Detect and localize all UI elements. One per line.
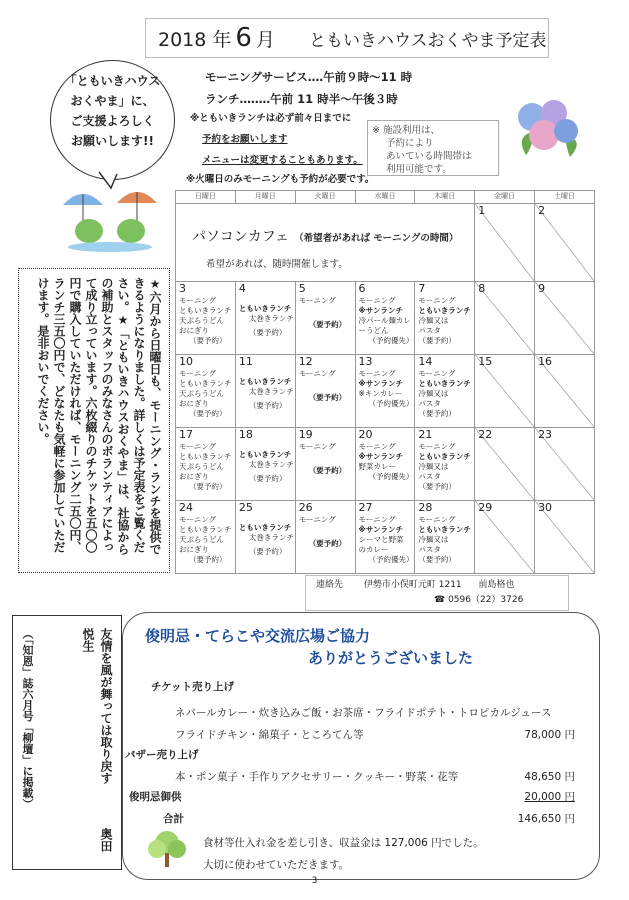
day-number: 19 (298, 428, 313, 441)
menu-line: パスタ (418, 472, 441, 481)
menu-line: ともいきランチ (418, 452, 471, 461)
menu-line: モーニング (418, 515, 456, 524)
title-year: 2018 年 (158, 28, 232, 51)
calendar-day (235, 282, 295, 355)
calendar-day (535, 204, 595, 282)
contact-phone: ☎ 0596（22）3726 (434, 595, 524, 605)
menu-line: おにぎり (179, 472, 209, 481)
lunch-hours: ランチ‥‥‥‥午前 11 時半～午後３時 (205, 92, 398, 106)
day-header: 火曜日 (295, 191, 355, 204)
menu-line: 冷麺又は (418, 389, 449, 398)
menu-line: おにぎり (179, 399, 209, 408)
day-number: 15 (478, 355, 493, 368)
day-number: 1 (478, 204, 486, 217)
day-number: 17 (179, 428, 193, 441)
menu-line: モーニング (358, 369, 396, 378)
day-number: 3 (179, 282, 186, 295)
day-number: 16 (538, 355, 553, 368)
menu-line: （要予約） (248, 474, 287, 483)
day-number: 5 (298, 282, 306, 295)
tuesday-note: ※火曜日のみモーニングも予約が必要です。 (186, 174, 375, 185)
menu-line: パスタ (418, 545, 441, 554)
day-number: 12 (298, 355, 313, 368)
total-label: 合計 (163, 813, 184, 825)
poem-box (12, 615, 122, 870)
menu-line: ※サンランチ (358, 452, 403, 461)
announcement-text: ★六月から日曜日も、モーニング・ランチを提供できるようになりました。詳しくは予定表をご覧ください。★「ともいきハウスおくやま」は、社協からの補助とスタッフのみなさんのボランティアによって成り立っています。六枚綴りのチケットを五〇〇円で購入していただければ、モーニング二五〇円、ランチ三五〇円で、どなたも気軽に参加していただけます。是非おいでください。 (36, 277, 162, 555)
menu-line: （要予約） (308, 466, 347, 475)
menu-line: ※サンランチ (358, 525, 403, 534)
menu-line: （予約優先） (368, 555, 414, 564)
day-number: 18 (238, 428, 253, 441)
tree-illustration (145, 829, 189, 869)
menu-line: モーニング (179, 369, 217, 378)
facility-l3: あいている時間帯は (386, 151, 472, 162)
bubble-l1: 「ともいきハウス (64, 74, 161, 88)
menu-line: ※サンランチ (358, 306, 403, 315)
day-number: 23 (538, 428, 553, 441)
menu-line: 冷麺又は (418, 535, 449, 544)
menu-line: （要予約） (308, 539, 347, 548)
day-number: 21 (418, 428, 433, 441)
calendar-day (475, 282, 535, 355)
day-number: 8 (478, 282, 486, 295)
announcement-box (18, 268, 170, 573)
pc-cafe-cell (176, 204, 475, 282)
facility-l1: ※ 施設利用は、 (372, 125, 440, 136)
menu-line: ーうどん (358, 326, 389, 335)
day-header: 木曜日 (415, 191, 475, 204)
menu-line: モーニング (179, 296, 217, 305)
menu-line: （要予約） (248, 547, 287, 556)
contact-address: 伊勢市小俣町元町 1211 (363, 580, 462, 590)
calendar-day (475, 501, 535, 574)
service-hours (205, 66, 412, 110)
bazaar-amount: 48,650 円 (524, 771, 575, 783)
menu-line: 野菜カレー (358, 462, 397, 471)
menu-line: ともいきランチ (418, 525, 471, 534)
calendar-day (176, 282, 236, 355)
menu-line: パスタ (418, 326, 441, 335)
menu-line: ともいきランチ (418, 306, 471, 315)
bubble-l4: お願いします!! (71, 134, 154, 148)
menu-line: ともいきランチ (238, 450, 292, 459)
menu-line: モーニング (298, 515, 336, 524)
menu-line: 冷麺又は (418, 462, 449, 471)
calendar-day (535, 282, 595, 355)
calendar-day (295, 501, 355, 574)
menu-line: 冷麺又は (418, 316, 449, 325)
facility-note (367, 120, 499, 176)
menu-line: モーニング (358, 515, 396, 524)
menu-line: モーニング (358, 296, 396, 305)
facility-l2: 予約により (386, 138, 434, 149)
menu-line: 太巻きランチ (248, 533, 294, 542)
day-number: 11 (238, 355, 253, 368)
menu-line: （要予約） (189, 482, 227, 491)
calendar-day (535, 355, 595, 428)
lunch-notes (190, 108, 363, 171)
menu-line: モーニング (179, 515, 217, 524)
calendar-day (176, 355, 236, 428)
total-amount: 146,650 円 (517, 813, 575, 825)
menu-line: おにぎり (179, 326, 209, 335)
page-number: 3 (311, 876, 318, 886)
menu-line: （要予約） (189, 555, 227, 564)
calendar-day (415, 428, 475, 501)
calendar-week-row (176, 501, 595, 574)
calendar-day (295, 428, 355, 501)
pc-cafe-note: 希望があれば、随時開催します。 (206, 259, 348, 270)
offering-label: 俊明忌御供 (129, 791, 182, 803)
closing2: 大切に使わせていただきます。 (203, 859, 350, 871)
calendar-day (535, 501, 595, 574)
menu-line: おにぎり (179, 545, 209, 554)
menu-line: （要予約） (418, 555, 456, 564)
menu-line: ※キンカレー (358, 389, 403, 398)
calendar-day (176, 501, 236, 574)
menu-line: モーニング (418, 296, 456, 305)
calendar-day (295, 282, 355, 355)
bubble-l2: おくやま」に、 (70, 94, 155, 108)
menu-line: （予約優先） (368, 336, 414, 345)
ticket-items2: フライドチキン・綿菓子・ところてん等 (175, 729, 364, 741)
hydrangea-illustration (508, 95, 588, 175)
menu-line: 太巻きランチ (248, 460, 294, 469)
title-month-unit: 月 (255, 28, 275, 51)
day-header: 月曜日 (235, 191, 295, 204)
menu-line: ともいきランチ (179, 306, 232, 315)
calendar-day (535, 428, 595, 501)
menu-line: 冷パール麺カレ (358, 316, 411, 325)
day-number: 10 (179, 355, 193, 368)
menu-line: 天ぷらうどん (179, 535, 224, 544)
menu-line: ともいきランチ (238, 523, 292, 532)
day-number: 24 (179, 501, 193, 514)
poem-author: 奥田悦生 (81, 628, 113, 853)
day-number: 30 (538, 501, 553, 514)
calendar-week-row (176, 355, 595, 428)
calendar-week-row (176, 204, 595, 282)
menu-line: モーニング (418, 442, 456, 451)
menu-line: （要予約） (418, 482, 456, 491)
menu-line: シーマと野菜 (358, 535, 404, 544)
pc-cafe-title: パソコンカフェ (192, 229, 290, 245)
thanks-box (122, 612, 600, 880)
day-header: 金曜日 (475, 191, 535, 204)
menu-line: のカレー (358, 545, 389, 554)
day-number: 28 (418, 501, 433, 514)
calendar-day (355, 501, 415, 574)
menu-line: モーニング (298, 296, 336, 305)
menu-line: （要予約） (418, 409, 456, 418)
contact-name: 前島格也 (478, 580, 515, 590)
note-line2: 予約をお願いします (202, 134, 288, 145)
menu-line: ともいきランチ (238, 377, 292, 386)
menu-line: パスタ (418, 399, 441, 408)
menu-line: ともいきランチ (179, 452, 232, 461)
day-header: 土曜日 (535, 191, 595, 204)
morning-hours: モーニングサービス‥‥午前９時～11 時 (205, 70, 413, 84)
day-number: 13 (358, 355, 373, 368)
menu-line: （要予約） (189, 336, 227, 345)
menu-line: （要予約） (308, 320, 347, 329)
calendar-day (475, 355, 535, 428)
bazaar-label: バザー売り上げ (125, 749, 199, 761)
calendar-day (295, 355, 355, 428)
bubble-l3: ご支援よろしく (70, 114, 155, 128)
menu-line: （要予約） (308, 393, 347, 402)
poem-line: 友情を風が舞っては取り戻す (99, 628, 113, 784)
day-number: 29 (478, 501, 493, 514)
menu-line: モーニング (298, 369, 336, 378)
menu-line: （要予約） (248, 401, 287, 410)
day-number: 2 (538, 204, 546, 217)
calendar-day (415, 355, 475, 428)
day-number: 9 (538, 282, 546, 295)
frogs-illustration (55, 185, 165, 255)
menu-line: ともいきランチ (179, 525, 232, 534)
bazaar-items: 本・ポン菓子・手作りアクセサリー・クッキー・野菜・花等 (175, 771, 459, 783)
calendar-day (415, 282, 475, 355)
calendar-day (235, 428, 295, 501)
contact-label: 連絡先 (316, 580, 344, 590)
calendar-day (355, 282, 415, 355)
calendar-day (235, 355, 295, 428)
menu-line: 太巻きランチ (248, 314, 294, 323)
contact-box (305, 575, 569, 611)
day-number: 25 (238, 501, 253, 514)
menu-line: （予約優先） (368, 399, 414, 408)
menu-line: ともいきランチ (418, 379, 471, 388)
calendar-day (176, 428, 236, 501)
speech-bubble (50, 60, 175, 180)
calendar-day (415, 501, 475, 574)
menu-line: （予約優先） (368, 472, 414, 481)
calendar-week-row (176, 428, 595, 501)
ticket-label: チケット売り上げ (151, 681, 235, 693)
poem-text (79, 628, 115, 863)
menu-line: ともいきランチ (179, 379, 232, 388)
calendar-day (475, 428, 535, 501)
poem-source: （「知恩」誌六月号「柳壇」に掲載） (21, 628, 34, 810)
menu-line: モーニング (418, 369, 456, 378)
day-number: 14 (418, 355, 433, 368)
ticket-amount: 78,000 円 (524, 729, 575, 741)
calendar (175, 190, 595, 574)
day-header: 日曜日 (176, 191, 236, 204)
page-title (145, 18, 549, 58)
menu-line: （要予約） (248, 328, 287, 337)
menu-line: モーニング (179, 442, 217, 451)
calendar-header-row (176, 191, 595, 204)
day-number: 27 (358, 501, 373, 514)
title-house: ともいきハウスおくやま予定表 (308, 30, 547, 51)
title-month: 6 (235, 23, 252, 53)
menu-line: （要予約） (418, 336, 456, 345)
calendar-day (475, 204, 535, 282)
calendar-day (355, 355, 415, 428)
menu-line: モーニング (298, 442, 336, 451)
calendar-day (355, 428, 415, 501)
offering-amount: 20,000 円 (524, 791, 575, 803)
thanks-title2: ありがとうございました (308, 649, 474, 667)
menu-line: 太巻きランチ (248, 387, 294, 396)
ticket-items1: ネパールカレー・炊き込みご飯・お茶席・フライドポテト・トロピカルジュース (175, 707, 552, 719)
calendar-day (235, 501, 295, 574)
menu-line: 天ぷらうどん (179, 462, 224, 471)
menu-line: モーニング (358, 442, 396, 451)
pc-cafe-sub: （希望者があれば モーニングの時間） (294, 233, 459, 244)
menu-line: ※サンランチ (358, 379, 403, 388)
facility-l4: 利用可能です。 (386, 164, 452, 175)
day-number: 4 (238, 282, 246, 295)
menu-line: ともいきランチ (238, 304, 292, 313)
calendar-week-row (176, 282, 595, 355)
day-number: 22 (478, 428, 493, 441)
closing1: 食材等仕入れ金を差し引き、収益金は 127,006 円でした。 (203, 837, 484, 849)
day-number: 26 (298, 501, 313, 514)
day-number: 20 (358, 428, 373, 441)
day-number: 7 (418, 282, 426, 295)
menu-line: 天ぷらうどん (179, 316, 224, 325)
thanks-title1: 俊明忌・てらこや交流広場ご協力 (145, 627, 371, 645)
note-line3: メニューは変更することもあります。 (202, 155, 363, 166)
day-header: 水曜日 (355, 191, 415, 204)
note-line1: ※ともいきランチは必ず前々日までに (190, 113, 352, 124)
day-number: 6 (358, 282, 366, 295)
menu-line: 天ぷらうどん (179, 389, 224, 398)
menu-line: （要予約） (189, 409, 227, 418)
